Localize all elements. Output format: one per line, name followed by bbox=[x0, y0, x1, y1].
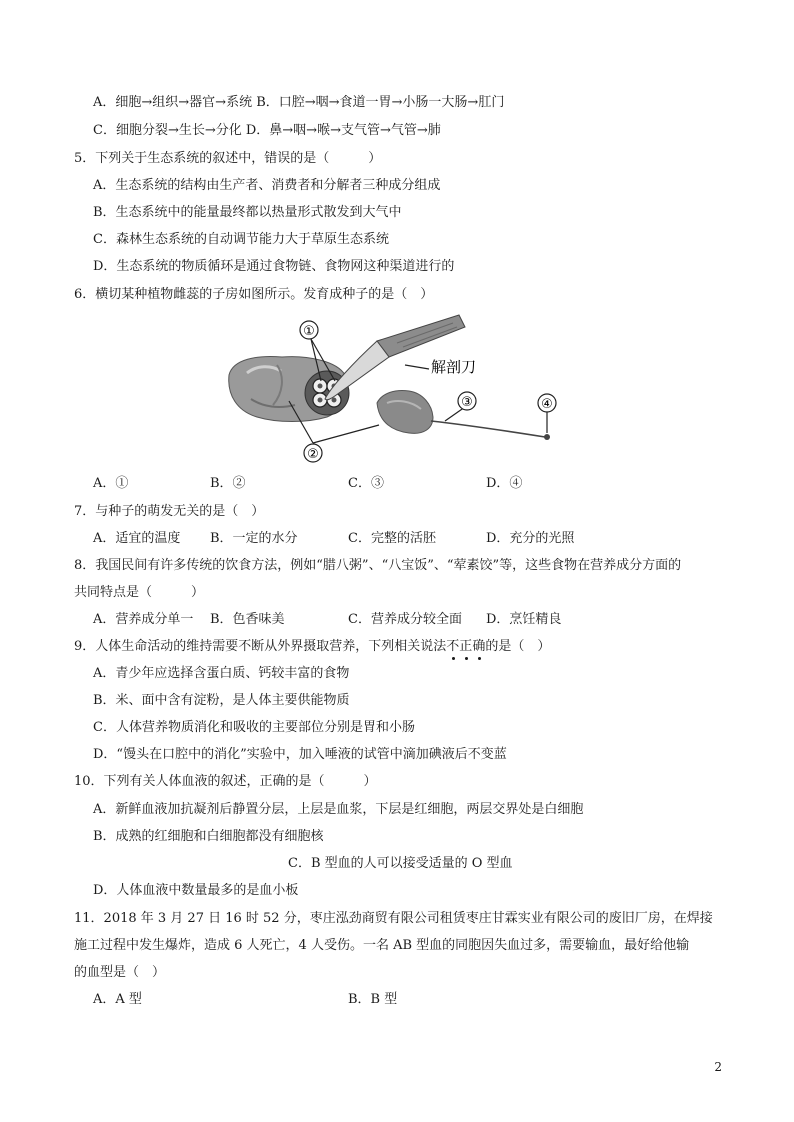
question-6: 6．横切某种植物雌蕊的子房如图所示。发育成种子的是（ ） bbox=[74, 287, 434, 302]
q8-option-b: B．色香味美 bbox=[210, 612, 285, 627]
figure-label-4: ④ bbox=[541, 397, 553, 412]
q8-option-a: A．营养成分单一 bbox=[93, 612, 194, 627]
q6-option-b: B．② bbox=[210, 476, 246, 491]
q10-option-b: B．成熟的红细胞和白细胞都没有细胞核 bbox=[93, 829, 324, 844]
q5-option-a: A．生态系统的结构由生产者、消费者和分解者三种成分组成 bbox=[93, 178, 441, 193]
question-11-line-1: 11．2018 年 3 月 27 日 16 时 52 分，枣庄泓劲商贸有限公司租赁枣庄甘霖实业有限公司的废旧厂房，在焊接 bbox=[74, 911, 713, 926]
q9-option-c: C．人体营养物质消化和吸收的主要部位分别是胃和小肠 bbox=[93, 720, 415, 735]
page-number: 2 bbox=[714, 1060, 722, 1074]
question-5: 5．下列关于生态系统的叙述中，错误的是（ ） bbox=[74, 151, 382, 166]
scalpel-label: 解剖刀 bbox=[431, 358, 477, 376]
emphasis-char: 确 bbox=[472, 639, 486, 654]
q11-option-a: A．A 型 bbox=[93, 992, 142, 1007]
q6-option-a: A．① bbox=[93, 476, 129, 491]
question-9-text-end: 的是（ ） bbox=[485, 639, 551, 654]
q11-option-b: B．B 型 bbox=[348, 992, 398, 1007]
q5-option-d: D．生态系统的物质循环是通过食物链、食物网这种渠道进行的 bbox=[93, 259, 455, 274]
figure-label-3: ③ bbox=[461, 395, 473, 410]
question-9 bbox=[74, 638, 550, 656]
emphasis-char: 正 bbox=[459, 639, 473, 654]
q8-option-d: D．烹饪精良 bbox=[486, 612, 562, 627]
q5-option-c: C．森林生态系统的自动调节能力大于草原生态系统 bbox=[93, 232, 389, 247]
q6-option-d: D．④ bbox=[486, 476, 523, 491]
q10-option-a: A．新鲜血液加抗凝剂后静置分层，上层是血浆，下层是红细胞，两层交界处是白细胞 bbox=[93, 802, 584, 817]
q5-option-b: B．生态系统中的能量最终都以热量形式散发到大气中 bbox=[93, 205, 402, 220]
figure-label-1: ① bbox=[303, 324, 315, 339]
question-9-text: 9．人体生命活动的维持需要不断从外界摄取营养，下列相关说法 bbox=[74, 639, 447, 654]
q7-option-c: C．完整的活胚 bbox=[348, 531, 436, 546]
ovary-cross-section-figure bbox=[227, 313, 567, 463]
question-11-line-2: 施工过程中发生爆炸，造成 6 人死亡，4 人受伤。一名 AB 型血的同胞因失血过多，需要输血，最好给他输 bbox=[74, 938, 690, 953]
question-8-line-2: 共同特点是（ ） bbox=[74, 585, 205, 600]
q9-option-d: D．“馒头在口腔中的消化”实验中，加入唾液的试管中滴加碘液后不变蓝 bbox=[93, 747, 507, 762]
question-10: 10．下列有关人体血液的叙述，正确的是（ ） bbox=[74, 774, 377, 789]
q7-option-b: B．一定的水分 bbox=[210, 531, 298, 546]
q10-option-d: D．人体血液中数量最多的是血小板 bbox=[93, 883, 299, 898]
q7-option-d: D．充分的光照 bbox=[486, 531, 575, 546]
q7-option-a: A．适宜的温度 bbox=[93, 531, 181, 546]
q10-option-c: C．B 型血的人可以接受适量的 O 型血 bbox=[288, 856, 513, 871]
q9-option-a: A．青少年应选择含蛋白质、钙较丰富的食物 bbox=[93, 666, 350, 681]
q4-options-ab: A．细胞→组织→器官→系统 B．口腔→咽→食道一胃→小肠一大肠→肛门 bbox=[93, 95, 505, 110]
emphasis-char: 不 bbox=[446, 639, 460, 654]
q6-option-c: C．③ bbox=[348, 476, 384, 491]
question-8-line-1: 8．我国民间有许多传统的饮食方法，例如“腊八粥”、“八宝饭”、“荤素饺”等，这些食物在营养成分方面的 bbox=[74, 558, 682, 573]
question-7: 7．与种子的萌发无关的是（ ） bbox=[74, 504, 265, 519]
q4-options-cd: C．细胞分裂→生长→分化 D．鼻→咽→喉→支气管→气管→肺 bbox=[93, 123, 441, 138]
question-11-line-3: 的血型是（ ） bbox=[74, 965, 166, 980]
figure-label-2: ② bbox=[307, 447, 319, 462]
q8-option-c: C．营养成分较全面 bbox=[348, 612, 462, 627]
q9-option-b: B．米、面中含有淀粉，是人体主要供能物质 bbox=[93, 693, 350, 708]
